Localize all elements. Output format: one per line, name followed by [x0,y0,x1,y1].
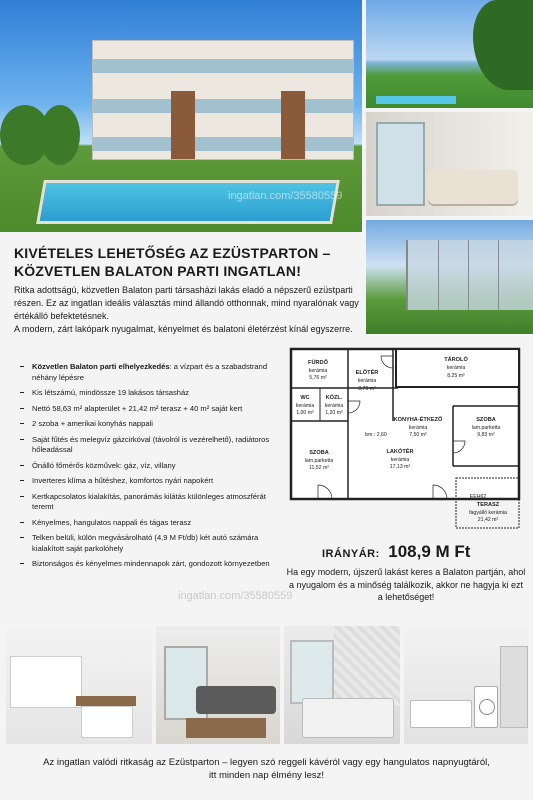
room-area: 21,42 m² [477,517,499,523]
feature-text: Kis létszámú, mindössze 19 lakásos társasház [32,388,190,397]
list-item [18,492,286,513]
room-name: KONYHA-ÉTKEZŐ [393,417,443,423]
room-floor: kerámia [446,365,466,371]
intro-text [14,284,362,336]
room-area: 7,50 m² [409,432,427,438]
feature-text: Telken belüli, külön megvásárolható (4,9 M Ft/db) két autó számára kialakított saját parkolóhely [32,533,259,553]
room-name: TERASZ [476,502,500,508]
floor-plan [288,346,526,532]
photo-terrace-garden [366,220,533,334]
list-item [18,533,286,554]
room-name: SZOBA [476,417,496,423]
feature-list [18,362,286,575]
room-area: 5,76 m² [309,375,327,381]
room-floor: kerámia [295,403,315,409]
room-name: LAKÓTÉR [386,449,414,455]
photo-bathroom [404,626,528,744]
watermark: ingatlan.com/35580559 [228,190,343,202]
list-item [18,559,286,570]
footer-line: itt minden nap élmény lesz! [208,770,325,781]
intro-paragraph: Ritka adottságú, közvetlen Balaton parti társasházi lakás eladó a népszerű ezüstparti részen. Ez az ingatlan ideális választás mind állandó otthonnak, mind nyaralónak vagy értékálló befektetésnek. [14,285,359,321]
room-name: ELŐTÉR [355,370,379,376]
ceiling-height: bm.: 2,60 [365,432,387,438]
list-item [18,388,286,399]
room-floor: kerámia [408,425,428,431]
intro-paragraph: A modern, zárt lakópark nyugalmat, kényelmet és balatoni életérzést kínál egyszerre. [14,324,353,334]
list-item [18,435,286,456]
room-floor: lam.parketta [471,425,501,431]
title-line: KIVÉTELES LEHETŐSÉG AZ EZÜSTPARTON – [14,245,331,261]
room-area: 1,20 m² [325,410,343,416]
list-item [18,518,286,529]
room-name: FÜRDŐ [308,360,328,366]
room-floor: fagyálló kerámia [469,510,507,516]
room-name: SZOBA [309,450,329,456]
feature-bold: Közvetlen Balaton parti elhelyezkedés [32,362,170,371]
hero-photo-building-with-pool [0,0,362,232]
building-shape [92,40,354,160]
room-floor: lam.parketta [304,458,334,464]
price-block [322,542,470,562]
title-line: KÖZVETLEN BALATON PARTI INGATLAN! [14,263,302,279]
feature-text: Önálló főmérős közművek: gáz, víz, villany [32,460,176,470]
feature-text: Kertkapcsolatos kialakítás, panorámás kilátás különleges atmoszférát teremt [32,491,266,511]
room-name: WC [300,395,310,401]
room-floor: kerámia [308,368,328,374]
room-area: 3,79 m² [358,386,376,392]
plan-code: EEH62 [469,494,487,500]
feature-text: Saját fűtés és melegvíz gázcirkóval (távolról is vezérelhető), radiátoros hőleadással [32,434,270,454]
list-item [18,419,286,430]
room-floor: kerámia [324,403,344,409]
list-item [18,404,286,415]
footer-line: Az ingatlan valódi ritkaság az Ezüstparton – legyen szó reggeli kávéról vagy egy hangulatos napnyugtáról, [43,757,490,768]
room-area: 1,00 m² [296,410,314,416]
tree-shape [40,105,80,165]
page-title [14,244,354,280]
photo-lake-view [366,0,533,108]
room-area: 11,52 m² [308,465,330,471]
pool-shape [36,180,343,224]
footer-text [20,756,513,782]
feature-text: Inverteres klíma a hűtéshez, komfortos nyári napokért [32,476,214,485]
room-floor: kerámia [357,378,377,384]
room-name: KÖZL. [325,395,343,401]
feature-text: : a vízpart és a szabadstrand néhány lépésre [32,362,268,382]
photo-living-room [366,112,533,216]
price-value: 108,9 M Ft [388,542,471,561]
price-description: Ha egy modern, újszerű lakást keres a Balaton partján, ahol a nyugalom és a minőség találkozik, akkor ne hagyja ki ezt a lehetőséget! [286,567,526,602]
list-item [18,476,286,487]
feature-text: Biztonságos és kényelmes mindennapok zárt, gondozott környezetben [32,559,270,568]
list-item [18,461,286,472]
feature-text: 2 szoba + amerikai konyhás nappali [32,419,153,428]
feature-text: Kényelmes, hangulatos nappali és tágas terasz [32,517,192,527]
list-item [18,362,286,383]
price-label: IRÁNYÁR: [322,548,380,560]
photo-living-room-sofa [156,626,280,744]
room-area: 17,13 m² [389,464,411,470]
room-name: TÁROLÓ [444,357,468,363]
room-floor: kerámia [390,457,410,463]
photo-kitchen [6,626,152,744]
photo-bedroom [284,626,400,744]
room-area: 9,83 m² [477,432,495,438]
room-area: 8,25 m² [447,373,465,379]
feature-text: Nettó 58,63 m² alapterület + 21,42 m² terasz + 40 m² saját kert [32,403,243,413]
watermark: ingatlan.com/35580559 [178,590,293,602]
